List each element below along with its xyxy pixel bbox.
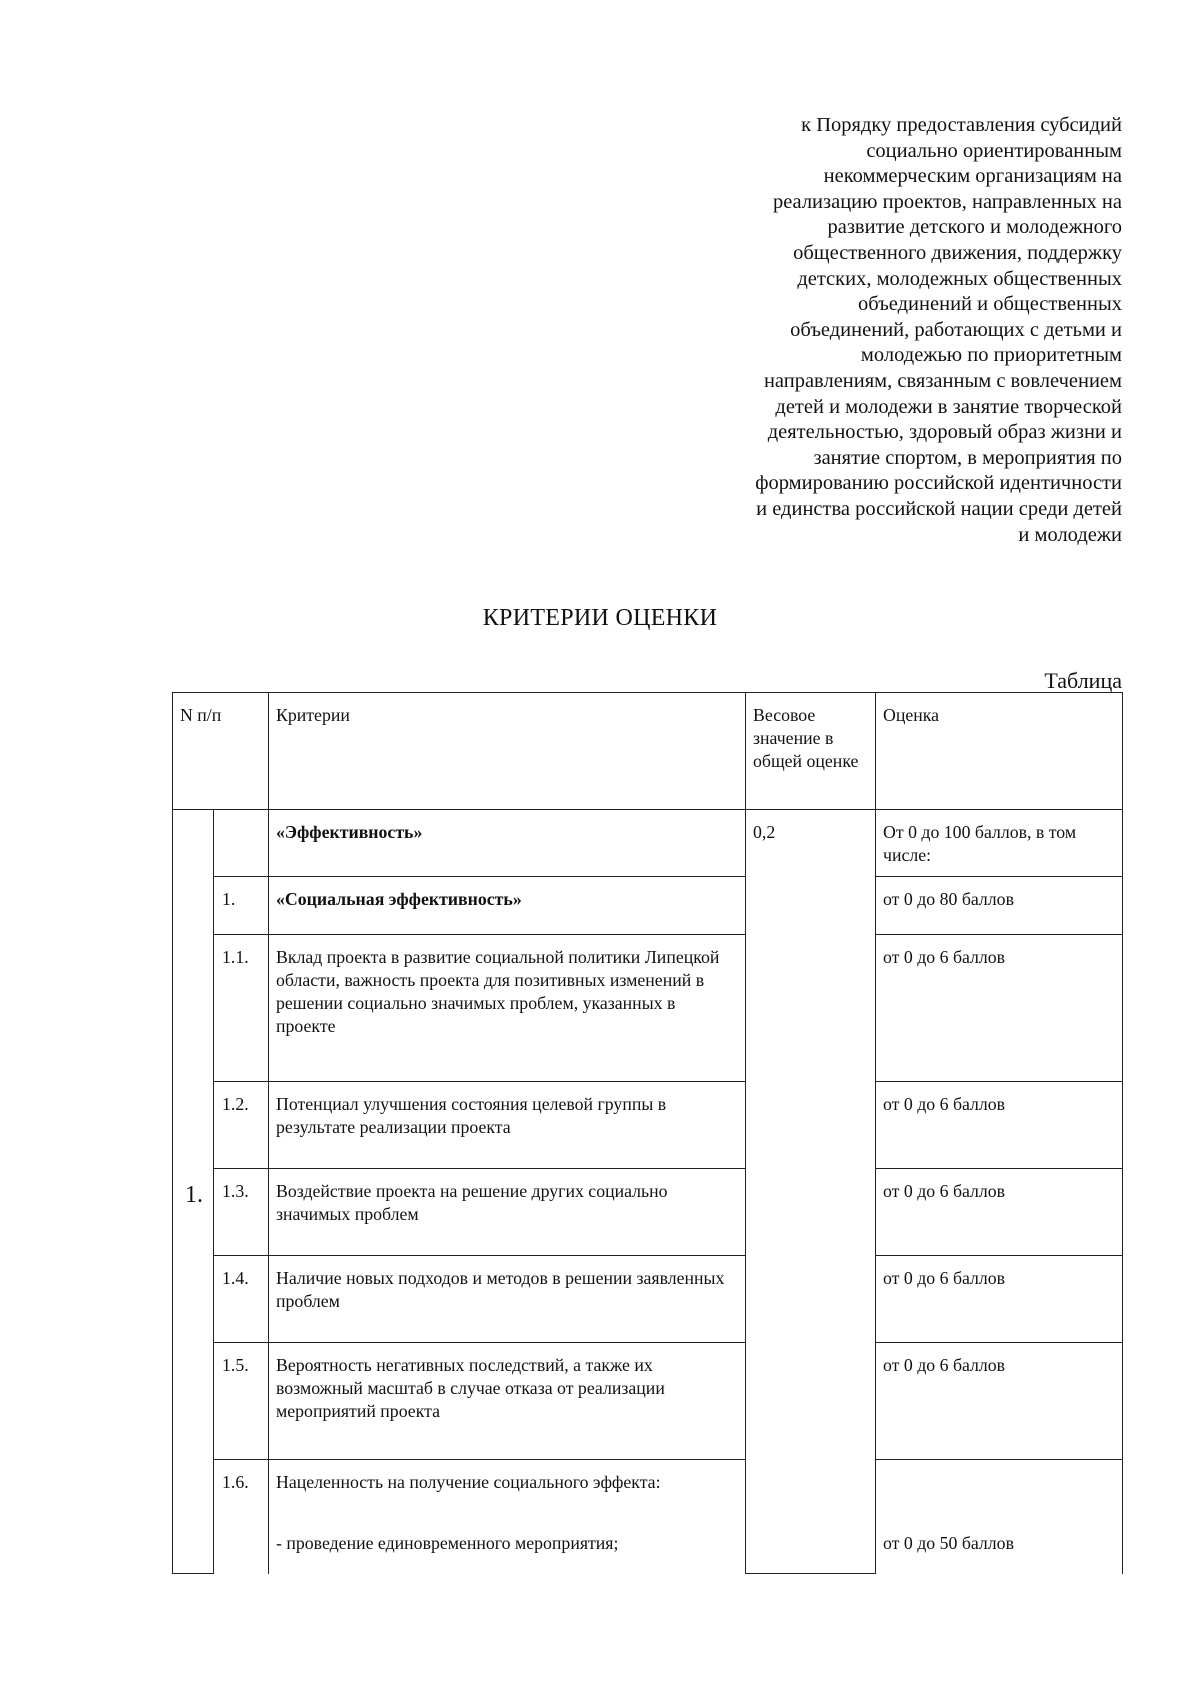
row-score: от 0 до 80 баллов [876,877,1123,935]
row-number: 1.6. [214,1460,269,1574]
annex-line: развитие детского и молодежного [827,216,1122,239]
table-row [173,1256,1123,1343]
table-label: Таблица [1044,668,1122,693]
annex-line: направлениям, связанным с вовлечением [763,369,1122,392]
annex-line: формированию российской идентичности [755,472,1122,495]
row-number: 1.2. [214,1082,269,1169]
annex-line: общественного движения, поддержку [793,241,1122,264]
annex-line: молодежью по приоритетным [860,344,1122,367]
annex-line: детских, молодежных общественных [797,267,1122,290]
row-score: от 0 до 6 баллов [876,1256,1123,1343]
annex-line: некоммерческим организациям на [823,165,1122,188]
annex-line: и молодежи [1018,523,1122,546]
annex-line: к Порядку предоставления субсидий [801,114,1122,136]
criteria-table [172,692,1123,1574]
table-row [173,935,1123,1082]
group-number: 1. [173,810,214,1574]
row-score: от 0 до 6 баллов [876,1082,1123,1169]
header-criteria: Критерии [269,693,746,810]
row-score [876,1460,1123,1574]
group-weight: 0,2 [746,810,876,1574]
annex-line: занятие спортом, в мероприятия по [813,446,1122,469]
header-weight: Весовое значение в общей оценке [746,693,876,810]
row-criteria: Потенциал улучшения состояния целевой группы в результате реализации проекта [269,1082,746,1169]
row-number: 1.4. [214,1256,269,1343]
row-criteria [269,1460,746,1574]
row-criteria-text: Нацеленность на получение социального эффекта: [276,1472,661,1492]
table-row [173,1082,1123,1169]
annex-line: реализацию проектов, направленных на [772,190,1122,213]
annex-line: объединений и общественных [858,293,1122,316]
annex-line: деятельностью, здоровый образ жизни и [767,421,1122,444]
row-number-empty [214,810,269,877]
table-row [173,877,1123,935]
row-criteria: «Социальная эффективность» [269,877,746,935]
header-number: N п/п [173,693,269,810]
row-criteria: Наличие новых подходов и методов в решении заявленных проблем [269,1256,746,1343]
document-title: КРИТЕРИИ ОЦЕНКИ [482,605,718,631]
annex-line: и единства российской нации среди детей [756,497,1122,520]
table-row [173,1343,1123,1460]
row-score: от 0 до 6 баллов [876,1343,1123,1460]
annex-line: объединений, работающих с детьми и [790,318,1122,341]
row-criteria: Воздействие проекта на решение других социально значимых проблем [269,1169,746,1256]
table-row [173,810,1123,877]
row-criteria-subitem: - проведение единовременного мероприятия; [276,1533,619,1553]
row-criteria: Вероятность негативных последствий, а также их возможный масштаб в случае отказа от реализации мероприятий проекта [269,1343,746,1460]
table-row [173,1169,1123,1256]
row-number: 1.3. [214,1169,269,1256]
row-score-value: от 0 до 50 баллов [883,1533,1014,1553]
group-score: От 0 до 100 баллов, в том числе: [876,810,1123,877]
row-number: 1.5. [214,1343,269,1460]
row-number: 1.1. [214,935,269,1082]
annex-line: социально ориентированным [866,139,1122,162]
row-criteria: Вклад проекта в развитие социальной политики Липецкой области, важность проекта для позитивных изменений в решении социально значимых проблем, указанных в проекте [269,935,746,1082]
table-header-row [173,693,1123,810]
annex-line: детей и молодежи в занятие творческой [775,395,1122,418]
row-score: от 0 до 6 баллов [876,935,1123,1082]
row-number: 1. [214,877,269,935]
row-score: от 0 до 6 баллов [876,1169,1123,1256]
group-title: «Эффективность» [269,810,746,877]
annex-reference [680,113,1122,548]
header-score: Оценка [876,693,1123,810]
table-row [173,1460,1123,1574]
